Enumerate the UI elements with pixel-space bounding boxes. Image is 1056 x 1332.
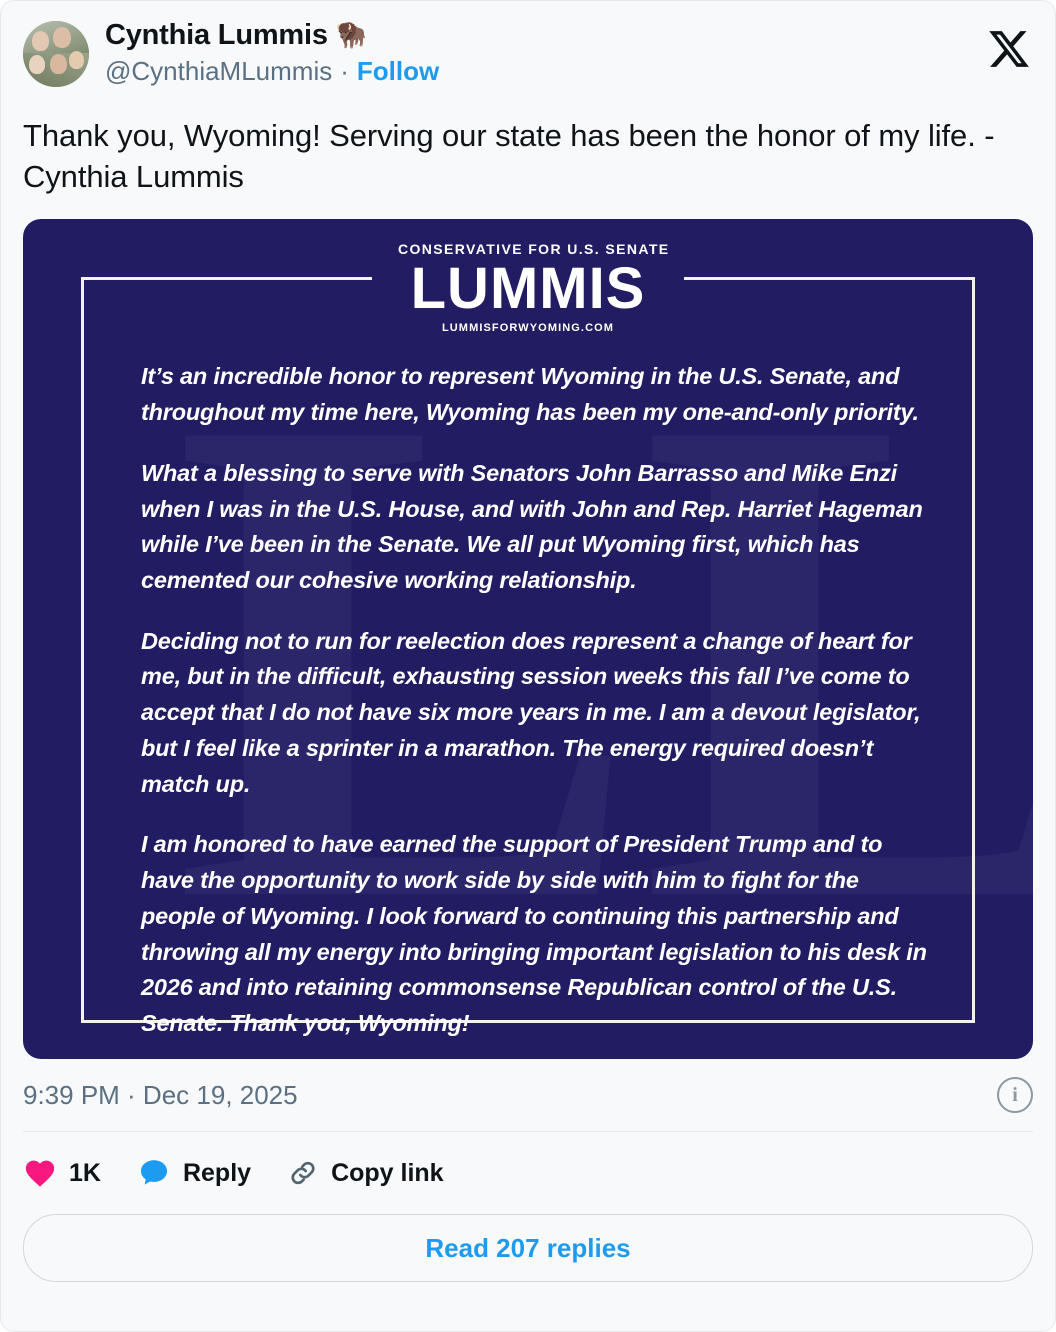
- tweet-header: [23, 17, 1033, 103]
- copy-link-label: Copy link: [331, 1158, 444, 1187]
- reply-label: Reply: [182, 1158, 252, 1187]
- like-button[interactable]: [23, 1156, 101, 1190]
- statement-body: [141, 359, 933, 1041]
- tweet-meta: [23, 1059, 1033, 1131]
- x-logo-icon[interactable]: [987, 27, 1031, 71]
- follow-button[interactable]: Follow: [356, 56, 440, 87]
- heart-icon: [23, 1156, 57, 1190]
- bison-emoji-icon: 🦬: [335, 21, 367, 50]
- speech-bubble-icon: [137, 1156, 171, 1190]
- author-display-name[interactable]: Cynthia Lummis: [105, 19, 328, 51]
- link-icon: [287, 1157, 319, 1189]
- reply-button[interactable]: [137, 1156, 251, 1190]
- tweet-actions: [23, 1132, 1033, 1214]
- avatar[interactable]: [23, 21, 89, 87]
- campaign-logo: [372, 241, 684, 333]
- author-handle[interactable]: @CynthiaMLummis: [105, 56, 333, 87]
- logo-main-text: LUMMIS: [410, 256, 646, 322]
- like-count: 1K: [69, 1158, 101, 1187]
- read-replies-label: Read 207 replies: [425, 1232, 631, 1263]
- statement-paragraph: What a blessing to serve with Senators John Barrasso and Mike Enzi when I was in the U.S. House, and with John and Rep. Harriet Hageman while I’ve been in the Senate. We all put Wyoming first, which has cemented our cohesive working relationship.: [141, 459, 923, 594]
- separator-dot: ·: [340, 56, 349, 87]
- info-icon[interactable]: i: [997, 1077, 1033, 1113]
- tweet-media-image[interactable]: [23, 219, 1033, 1059]
- author-block: [105, 17, 439, 88]
- read-replies-button[interactable]: [23, 1214, 1033, 1282]
- logo-kicker-text: CONSERVATIVE FOR U.S. SENATE: [398, 241, 670, 258]
- copy-link-button[interactable]: [287, 1157, 444, 1189]
- statement-paragraph: Deciding not to run for reelection does represent a change of heart for me, but in the difficult, exhausting session weeks this fall I’ve come to accept that I do not have six more years in me. I am a devout legislator, but I feel like a sprinter in a marathon. The energy required doesn’t match up.: [141, 627, 921, 797]
- logo-website-text: LUMMISFORWYOMING.COM: [441, 321, 615, 334]
- statement-paragraph: I am honored to have earned the support of President Trump and to have the opportunity to work side by side with him to fight for the people of Wyoming. I look forward to continuing this partnership and throwing all my energy into bringing important legislation to his desk in 2026 and into retaining commonsense Republican control of the U.S. Senate. Thank you, Wyoming!: [141, 831, 927, 1036]
- statement-paragraph: It’s an incredible honor to represent Wyoming in the U.S. Senate, and throughout my time here, Wyoming has been my one-and-only priority.: [141, 363, 919, 426]
- tweet-text: Thank you, Wyoming! Serving our state has been the honor of my life. - Cynthia Lummis: [23, 118, 995, 195]
- tweet-timestamp: 9:39 PM · Dec 19, 2025: [23, 1079, 298, 1110]
